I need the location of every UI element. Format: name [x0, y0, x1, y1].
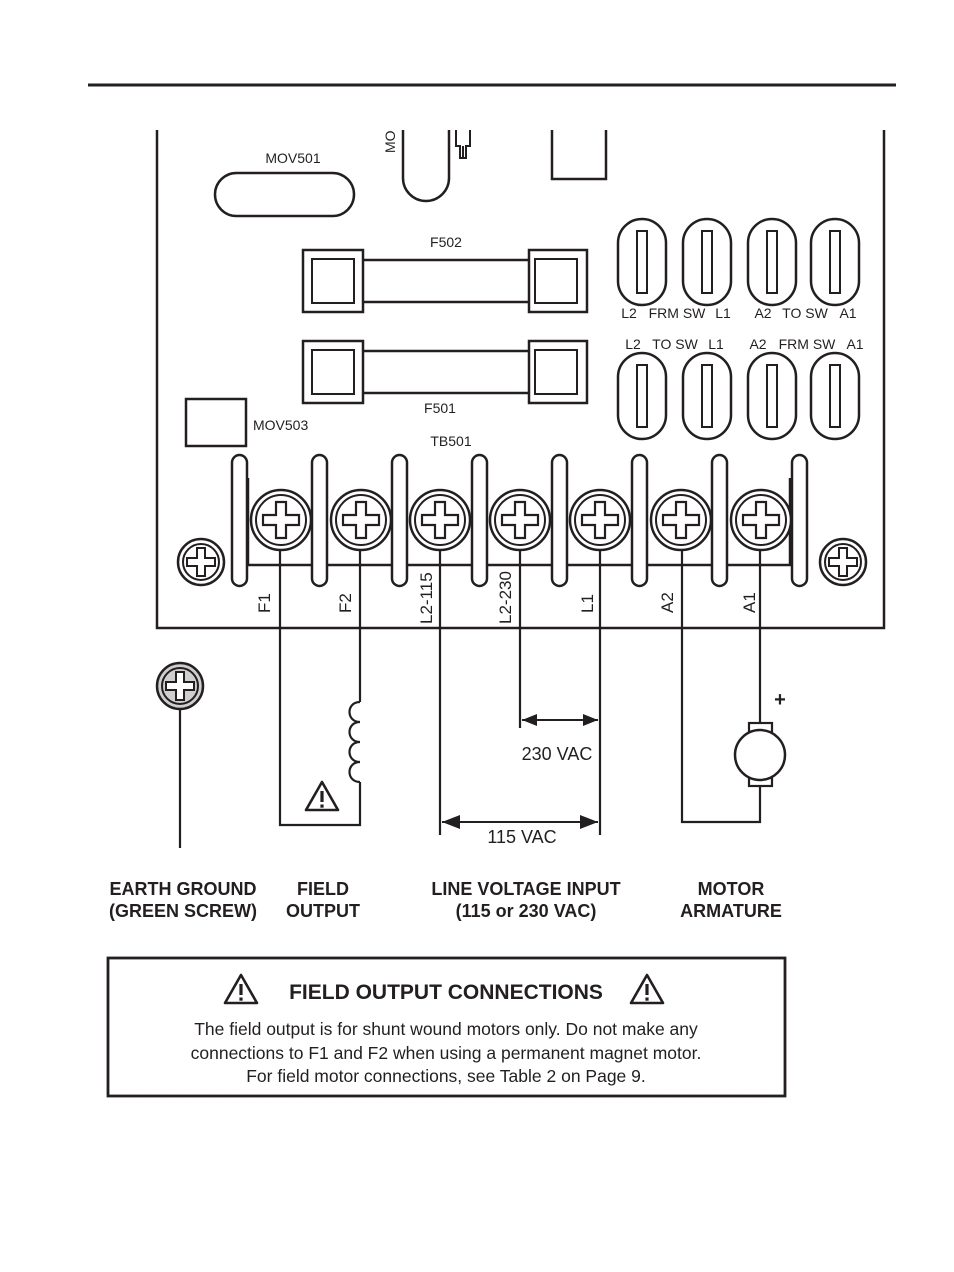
voltage-230-label: 230 VAC	[521, 744, 593, 764]
field-output-label: FIELD	[297, 879, 349, 899]
jumper-top-1[interactable]	[618, 219, 666, 305]
jumper-bottom-label-a1: A1	[846, 336, 864, 352]
jumper-bottom-2[interactable]	[683, 353, 731, 439]
terminal-label-l2-115: L2-115	[417, 572, 436, 624]
motor-armature-label: MOTOR	[697, 879, 765, 899]
inductor-coil-icon	[350, 702, 361, 782]
mov503-component	[186, 399, 246, 446]
jumper-bottom-label-l1: L1	[708, 336, 724, 352]
mov-partial-label: MO	[382, 130, 398, 153]
jumper-bottom-label-l2: L2	[625, 336, 641, 352]
terminal-label-l2-230: L2-230	[496, 571, 515, 624]
motor-icon	[735, 723, 785, 786]
field-output-sublabel: OUTPUT	[286, 901, 360, 921]
terminal-screw-l2-230[interactable]	[490, 490, 550, 550]
earth-ground-sublabel: (GREEN SCREW)	[109, 901, 257, 921]
jumper-bottom-3[interactable]	[748, 353, 796, 439]
terminal-label-l1: L1	[578, 594, 597, 613]
terminal-label-f2: F2	[336, 593, 355, 613]
jumper-bottom-label-a2: A2	[749, 336, 767, 352]
terminal-screw-l1[interactable]	[570, 490, 630, 550]
jumper-bottom-4[interactable]	[811, 353, 859, 439]
terminal-screw-a1[interactable]	[731, 490, 791, 550]
earth-ground-label: EARTH GROUND	[109, 879, 257, 899]
relay-component	[552, 130, 606, 179]
terminal-screw-l2-115[interactable]	[410, 490, 470, 550]
mounting-screw-left	[178, 539, 224, 585]
jumper-top-label-tosw: TO SW	[782, 305, 828, 321]
terminal-screw-f1[interactable]	[251, 490, 311, 550]
motor-polarity-label: +	[774, 689, 786, 711]
earth-ground-screw-icon[interactable]	[157, 663, 203, 709]
jumper-top-label-l1: L1	[715, 305, 731, 321]
mounting-screw-right	[820, 539, 866, 585]
jumper-bottom-1[interactable]	[618, 353, 666, 439]
f501-fuse	[303, 341, 587, 403]
tb501-label: TB501	[430, 433, 472, 449]
jumper-bottom-label-frmsw: FRM SW	[778, 336, 836, 352]
mov501-label: MOV501	[265, 150, 321, 166]
note-line-1: The field output is for shunt wound motors only. Do not make any	[194, 1019, 698, 1039]
jumper-top-label-a2: A2	[754, 305, 772, 321]
wiring	[180, 520, 760, 848]
mov-partial-component	[403, 130, 449, 201]
line-voltage-sublabel: (115 or 230 VAC)	[455, 901, 597, 921]
field-warning-icon	[306, 782, 338, 810]
terminal-screw-a2[interactable]	[651, 490, 711, 550]
f502-label: F502	[430, 234, 462, 250]
f502-fuse	[303, 250, 587, 312]
terminal-label-a1: A1	[740, 592, 759, 613]
f501-label: F501	[424, 400, 456, 416]
note-line-3: For field motor connections, see Table 2 on Page 9.	[246, 1066, 646, 1086]
jumper-top-4[interactable]	[811, 219, 859, 305]
jumper-top-3[interactable]	[748, 219, 796, 305]
mov503-label: MOV503	[253, 417, 309, 433]
voltage-115-label: 115 VAC	[487, 827, 557, 847]
jumper-top-2[interactable]	[683, 219, 731, 305]
dimension-230	[522, 714, 598, 726]
note-line-2: connections to F1 and F2 when using a permanent magnet motor.	[190, 1043, 702, 1063]
jumper-top-label-frmsw: FRM SW	[648, 305, 706, 321]
mov501-component	[215, 173, 354, 216]
jumper-bottom-label-tosw: TO SW	[652, 336, 698, 352]
terminal-label-f1: F1	[255, 593, 274, 613]
motor-armature-sublabel: ARMATURE	[680, 901, 782, 921]
terminal-screw-f2[interactable]	[331, 490, 391, 550]
jumper-top-label-l2: L2	[621, 305, 637, 321]
terminal-label-a2: A2	[658, 592, 677, 613]
note-title: FIELD OUTPUT CONNECTIONS	[289, 981, 603, 1004]
line-voltage-label: LINE VOLTAGE INPUT	[431, 879, 621, 899]
jumper-top-label-a1: A1	[839, 305, 857, 321]
